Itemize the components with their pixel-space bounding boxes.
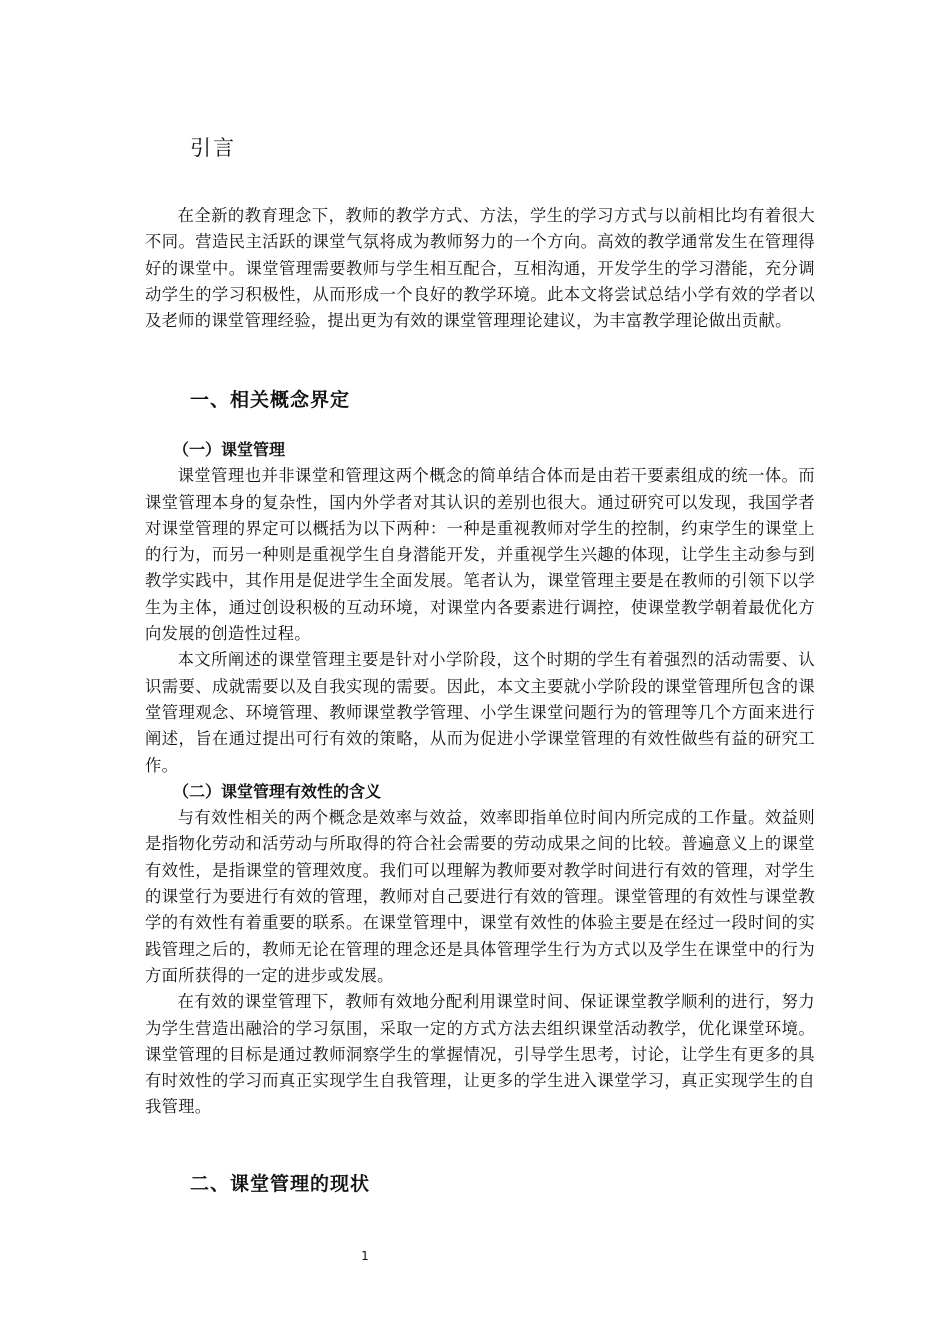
subsection-2-paragraph-1: 与有效性相关的两个概念是效率与效益，效率即指单位时间内所完成的工作量。效益则是指物化劳动和活劳动与所取得的符合社会需要的劳动成果之间的比较。普遍意义上的课堂有效性，是指课堂的管理效度。我们可以理解为教师要对教学时间进行有效的管理，对学生的课堂行为要进行有效的管理，教师对自己要进行有效的管理。课堂管理的有效性与课堂教学的有效性有着重要的联系。在课堂管理中，课堂有效性的体验主要是在经过一段时间的实践管理之后的，教师无论在管理的理念还是具体管理学生行为方式以及学生在课堂中的行为方面所获得的一定的进步或发展。 [145, 808, 815, 985]
subsection-1-paragraph-1: 课堂管理也并非课堂和管理这两个概念的简单结合体而是由若干要素组成的统一体。而课堂管理本身的复杂性，国内外学者对其认识的差别也很大。通过研究可以发现，我国学者对课堂管理的界定可以概括为以下两种：一种是重视教师对学生的控制，约束学生的课堂上的行为，而另一种则是重视学生自身潜能开发，并重视学生兴趣的体现，让学生主动参与到教学实践中，其作用是促进学生全面发展。笔者认为，课堂管理主要是在教师的引领下以学生为主体，通过创设积极的互动环境，对课堂内各要素进行调控，使课堂教学朝着最优化方向发展的创造性过程。 [145, 466, 815, 644]
page-number: 1 [361, 1249, 369, 1263]
intro-section [145, 203, 815, 334]
subsection-2-heading: （二）课堂管理有效性的含义 [173, 781, 382, 801]
intro-paragraph: 在全新的教育理念下，教师的教学方式、方法，学生的学习方式与以前相比均有着很大不同。营造民主活跃的课堂气氛将成为教师努力的一个方向。高效的教学通常发生在管理得好的课堂中。课堂管理需要教师与学生相互配合，互相沟通，开发学生的学习潜能，充分调动学生的学习积极性，从而形成一个良好的教学环境。此本文将尝试总结小学有效的学者以及老师的课堂管理经验，提出更为有效的课堂管理理论建议，为丰富教学理论做出贡献。 [145, 206, 815, 331]
intro-heading: 引言 [190, 136, 236, 160]
section-1-heading: 一、相关概念界定 [190, 389, 351, 411]
subsection-1-paragraph-2: 本文所阐述的课堂管理主要是针对小学阶段，这个时期的学生有着强烈的活动需要、认识需要、成就需要以及自我实现的需要。因此，本文主要就小学阶段的课堂管理所包含的课堂管理观念、环境管理、教师课堂教学管理、小学生课堂问题行为的管理等几个方面来进行阐述，旨在通过提出可行有效的策略，从而为促进小学课堂管理的有效性做些有益的研究工作。 [145, 650, 815, 775]
section-2-heading: 二、课堂管理的现状 [190, 1173, 371, 1195]
section-1-body [145, 437, 815, 1121]
subsection-2-paragraph-2: 在有效的课堂管理下，教师有效地分配利用课堂时间、保证课堂教学顺利的进行，努力为学生营造出融洽的学习氛围，采取一定的方式方法去组织课堂活动教学，优化课堂环境。课堂管理的目标是通过教师洞察学生的掌握情况，引导学生思考，讨论，让学生有更多的具有时效性的学习而真正实现学生自我管理，让更多的学生进入课堂学习，真正实现学生的自我管理。 [145, 992, 815, 1117]
subsection-1-heading: （一）课堂管理 [173, 440, 286, 459]
